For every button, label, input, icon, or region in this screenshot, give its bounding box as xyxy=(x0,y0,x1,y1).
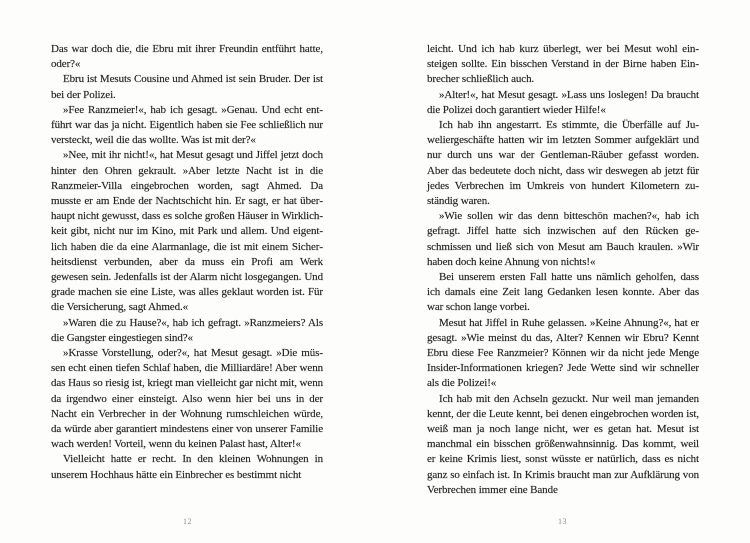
page-number-right: 13 xyxy=(558,517,567,526)
paragraph: Bei unserem ersten Fall hatte uns nämlich geholfen, dass ich damals eine Zeit lang Gedanken lesen konnte. Aber das war schon lange vorbei. xyxy=(427,271,699,314)
page-text-right xyxy=(427,42,699,498)
paragraph: Ebru ist Mesuts Cousine und Ahmed ist sein Bruder. Der ist bei der Polizei. xyxy=(51,73,323,101)
paragraph: Ich hab ihn angestarrt. Es stimmte, die Überfälle auf Juweliergeschäfte hatten wir im letzten Sommer aufgeklärt und nur durch uns war der Gentleman-Räuber gefasst worden. Aber das bedeutete doch nicht, dass wir deswegen ab jetzt für jedes Verbrechen im Umkreis von hundert Kilometern zuständig waren. xyxy=(427,119,699,208)
paragraph: Das war doch die, die Ebru mit ihrer Freundin entführt hatte, oder?« xyxy=(51,43,323,71)
paragraph: Mesut hat Jiffel in Ruhe gelassen. »Keine Ahnung?«, hat er gesagt. »Wie meinst du das, Alter? Kennen wir Ebru? Kennt Ebru diese Fee Ranzmeier? Können wir da nicht jede Menge Insider-Informationen kriegen? Jede Wette sind wir schneller als die Polizei!« xyxy=(427,316,699,390)
paragraph: »Krasse Vorstellung, oder?«, hat Mesut gesagt. »Die müssen echt einen tiefen Schlaf haben, die Milliardäre! Aber wenn das Haus so riesig ist, kriegt man vielleicht gar nicht mit, wenn da irgendwo einer einsteigt. Also wenn hier bei uns in der Nacht ein Verbrecher in der Wohnung rumschleichen würde, da würde aber garantiert mindestens einer von unserer Familie wach werden! Vorteil, wenn du keinen Palast hast, Alter!« xyxy=(51,347,323,451)
paragraph: »Waren die zu Hause?«, hab ich gefragt. »Ranzmeiers? Als die Gangster eingestiegen sind?« xyxy=(51,316,323,344)
paragraph: »Alter!«, hat Mesut gesagt. »Lass uns loslegen! Da braucht die Polizei doch garantiert wieder Hilfe!« xyxy=(427,88,699,116)
book-page-right xyxy=(375,0,750,543)
paragraph: »Nee, mit ihr nicht!«, hat Mesut gesagt und Jiffel jetzt doch hinter den Ohren gekrault. »Aber letzte Nacht ist in die Ranzmeier-Villa eingebrochen worden, sagt Ahmed. Da musste er am Ende der Nachtschicht hin. Er sagt, er hat überhaupt nicht gewusst, dass es solche großen Häuser in Wirklichkeit gibt, nicht nur im Kino, mit Park und allem. Und eigentlich haben die da eine Alarmanlage, die ist mit einem Sicherheitsdienst verbunden, aber da muss ein Profi am Werk gewesen sein. Jedenfalls ist der Alarm nicht losgegangen. Und grade machen sie eine Liste, was alles geklaut worden ist. Für die Versicherung, sagt Ahmed.« xyxy=(51,149,323,314)
paragraph: leicht. Und ich hab kurz überlegt, wer bei Mesut wohl einsteigen sollte. Ein bisschen Verstand in der Birne haben Einbrecher schließlich auch. xyxy=(427,43,699,86)
paragraph: Ich hab mit den Achseln gezuckt. Nur weil man jemanden kennt, der die Leute kennt, bei denen eingebrochen worden ist, weiß man ja noch lange nicht, wer es getan hat. Mesut ist manchmal ein bisschen größenwahnsinnig. Das kommt, weil er keine Krimis liest, sonst wüsste er natürlich, dass es nicht ganz so einfach ist. In Krimis braucht man zur Aufklärung von Verbrechen immer eine Bande xyxy=(427,392,699,496)
paragraph: Vielleicht hatte er recht. In den kleinen Wohnungen in unserem Hochhaus hätte ein Einbrecher es bestimmt nicht xyxy=(51,453,323,481)
paragraph: »Wie sollen wir das denn bitteschön machen?«, hab ich gefragt. Jiffel hatte sich inzwischen auf den Rücken geschmissen und ließ sich von Mesut am Bauch kraulen. »Wir haben doch keine Ahnung von nichts!« xyxy=(427,210,699,268)
paragraph: »Fee Ranzmeier!«, hab ich gesagt. »Genau. Und echt entführt war das ja nicht. Eigentlich haben sie Fee schließlich nur versteckt, weil die das wollte. Was ist mit der?« xyxy=(51,103,323,147)
page-text-left xyxy=(51,42,323,483)
page-number-left: 12 xyxy=(183,517,192,526)
